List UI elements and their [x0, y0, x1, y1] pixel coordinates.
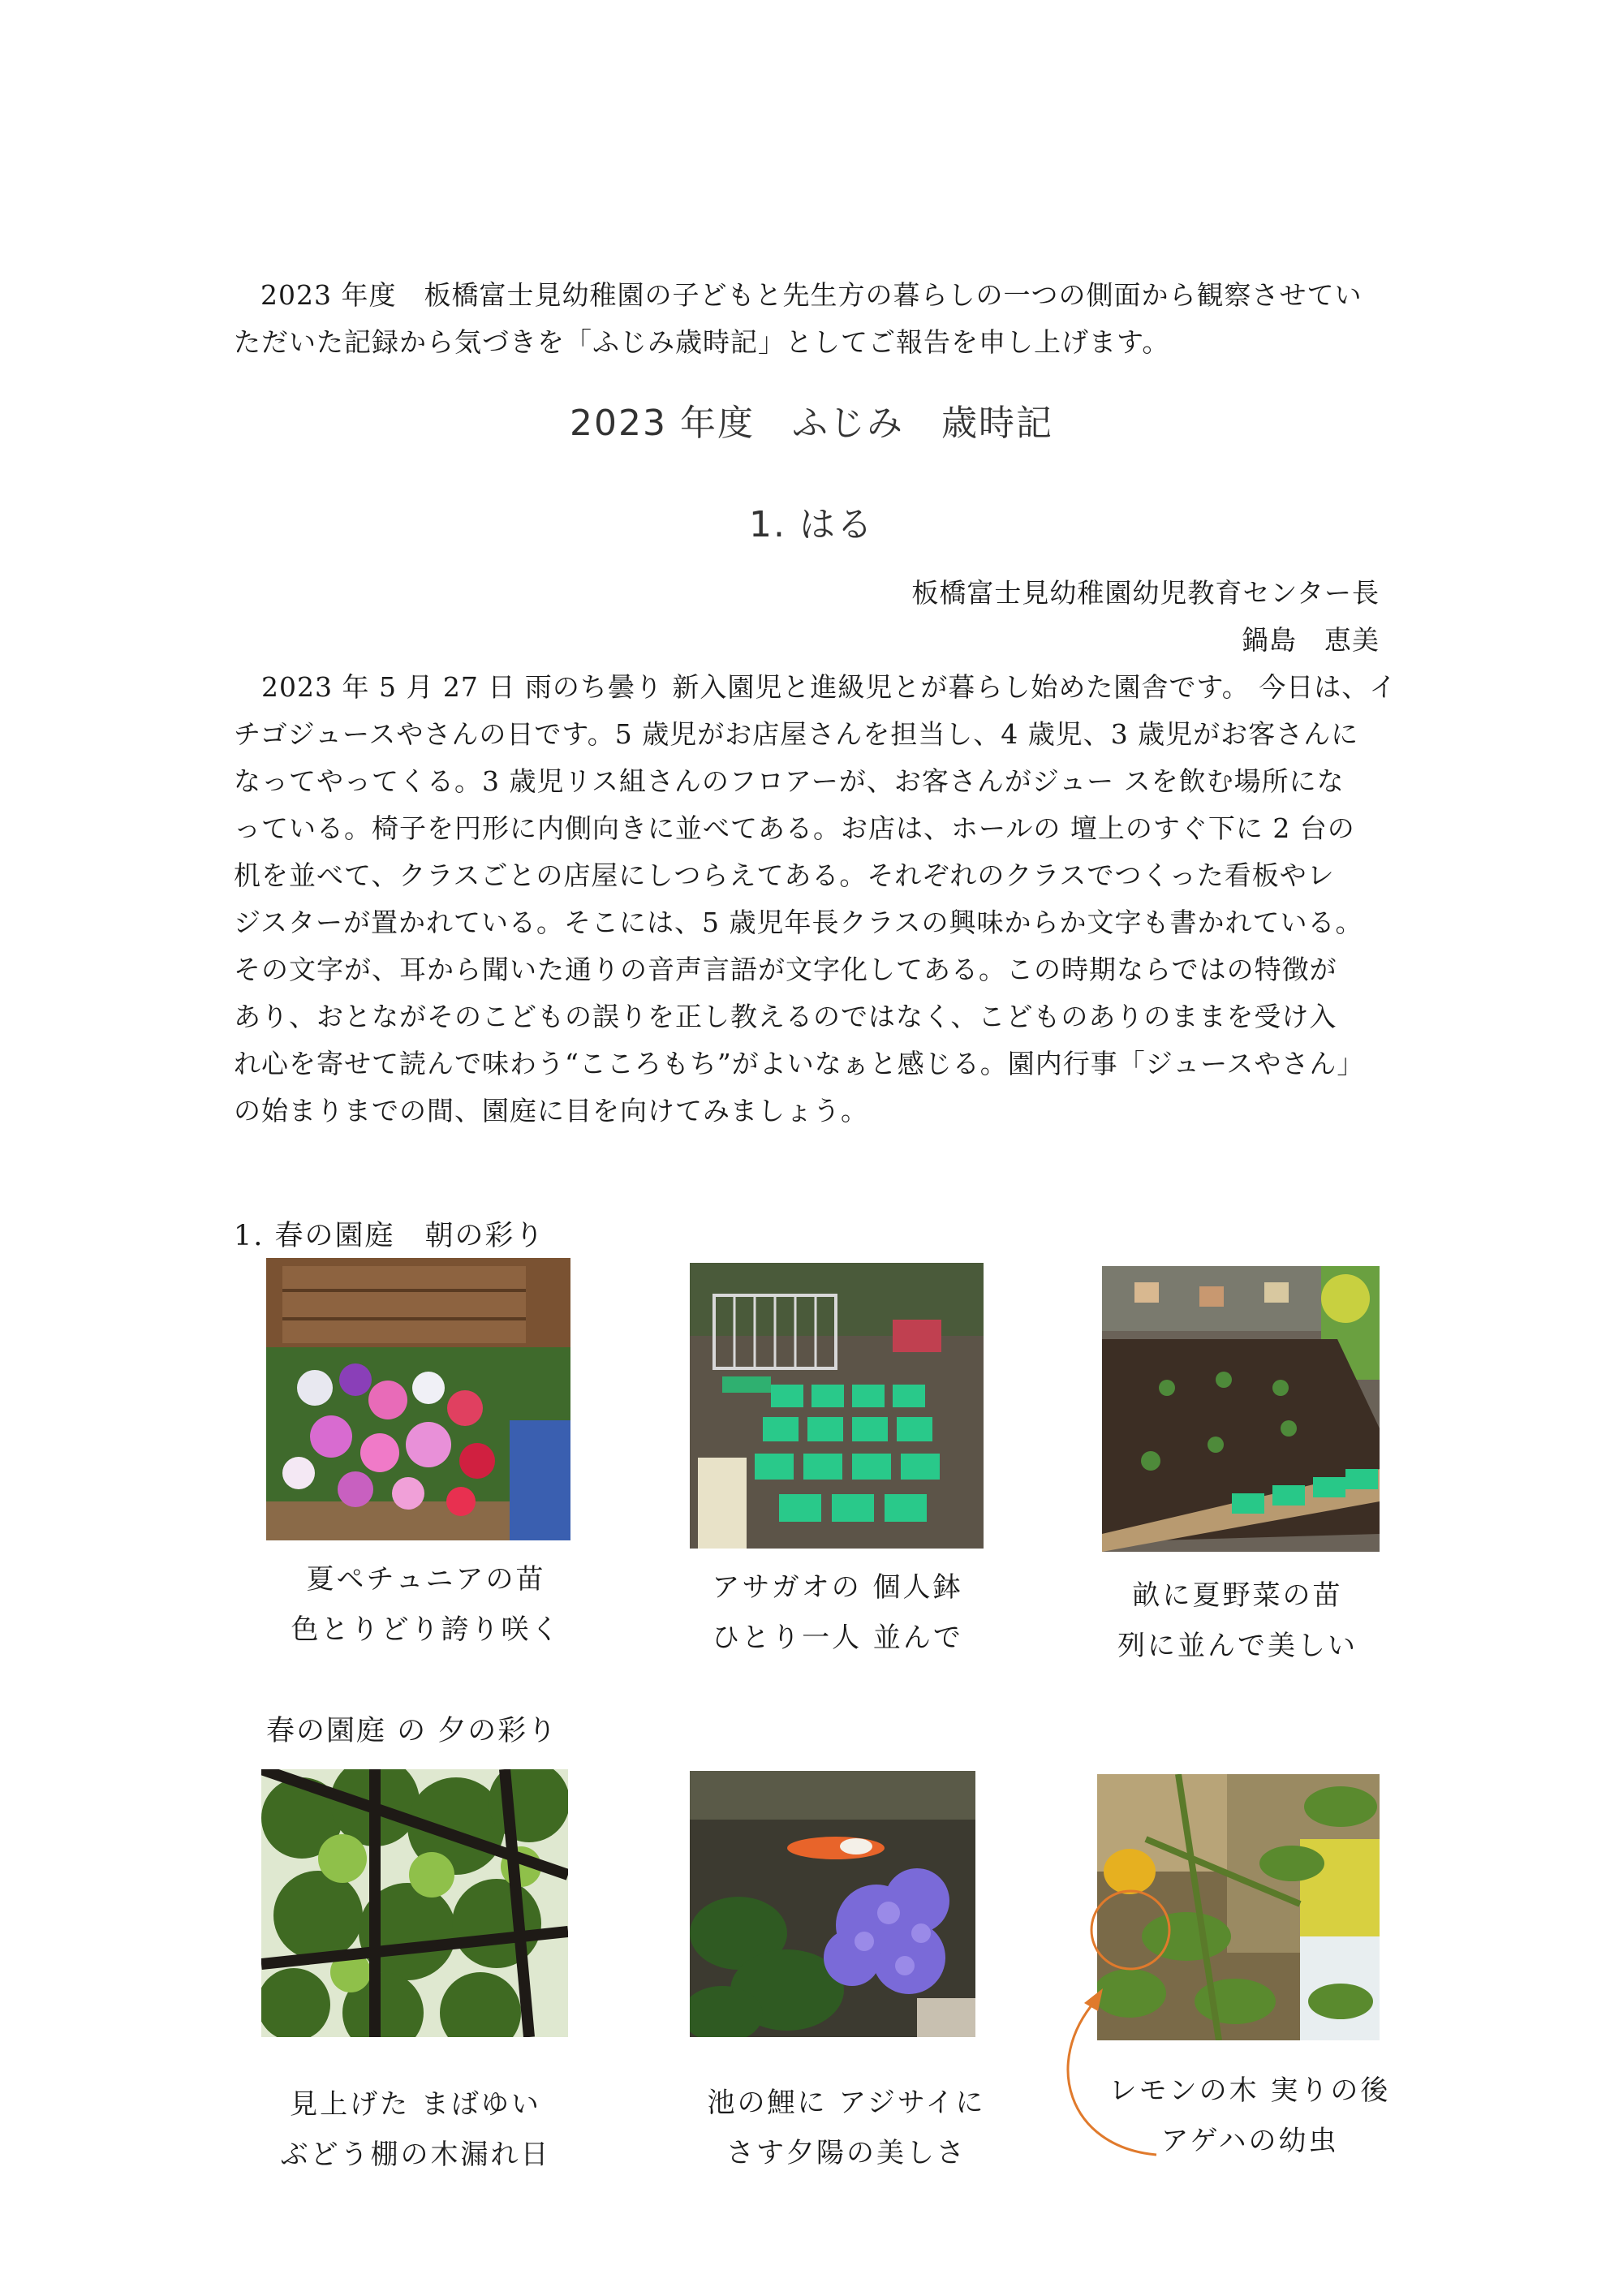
author-affiliation: 板橋富士見幼稚園幼児教育センター長 [911, 577, 1380, 609]
author-name: 鍋島 恵美 [1242, 624, 1380, 656]
morning-glory-caption: アサガオの 個人鉢 ひとり一人 並んで [712, 1571, 963, 1654]
grape-trellis-caption: 見上げた まばゆい ぶどう棚の木漏れ日 [280, 2088, 551, 2171]
body-line: 2023 年 5 月 27 日 雨のち曇り 新入園児と進級児とが暮らし始めた園舎です。 今日は、イ [234, 671, 1397, 703]
koi-hydrangea-caption: 池の鯉に アジサイに さす夕陽の美しさ [707, 2087, 986, 2169]
body-line: ジスターが置かれている。そこには、5 歳児年長クラスの興味からか文字も書かれている。 [234, 907, 1363, 938]
body-line: チゴジュースやさんの日です。5 歳児がお店屋さんを担当し、4 歳児、3 歳児がお客さんに [234, 718, 1359, 750]
petunia-caption: 夏ペチュニアの苗 色とりどり誇り咲く [291, 1563, 562, 1646]
evening-heading: 春の園庭 の 夕の彩り [266, 1715, 558, 1747]
lemon-tree-caption: レモンの木 実りの後 アゲハの幼虫 [1109, 2074, 1391, 2157]
body-paragraph [234, 664, 1402, 1135]
koi-hydrangea-photo [690, 1771, 975, 2037]
body-line: っている。椅子を円形に内側向きに並べてある。お店は、ホールの 壇上のすぐ下に 2 台の [234, 812, 1355, 844]
highlight-circle [1091, 1891, 1169, 1969]
section-title: 1. はる [749, 504, 874, 545]
main-title: 2023 年度 ふじみ 歳時記 [570, 403, 1053, 444]
vegetable-caption: 畝に夏野菜の苗 列に並んで美しい [1117, 1579, 1358, 1662]
vegetable-field-photo [1102, 1266, 1380, 1552]
body-line: なってやってくる。3 歳児リス組さんのフロアーが、お客さんがジュー スを飲む場所にな [234, 765, 1345, 797]
intro-line: ただいた記録から気づきを「ふじみ歳時記」としてご報告を申し上げます。 [234, 326, 1170, 358]
intro-line: 2023 年度 板橋富士見幼稚園の子どもと先生方の暮らしの一つの側面から観察させてい [260, 279, 1363, 311]
body-line: 机を並べて、クラスごとの店屋にしつらえてある。それぞれのクラスでつくった看板やレ [234, 859, 1335, 891]
body-line: の始まりまでの間、園庭に目を向けてみましょう。 [234, 1095, 868, 1126]
morning-heading: 1. 春の園庭 朝の彩り [234, 1220, 545, 1252]
morning-glory-pots-photo [690, 1263, 984, 1549]
body-line: あり、おとながそのこどもの誤りを正し教えるのではなく、こどものありのままを受け入 [234, 1001, 1337, 1032]
grape-trellis-photo [261, 1769, 568, 2037]
body-line: その文字が、耳から聞いた通りの音声言語が文字化してある。この時期ならではの特徴が [234, 954, 1337, 985]
intro-text [234, 272, 1402, 366]
body-line: れ心を寄せて読んで味わう“こころもち”がよいなぁと感じる。園内行事「ジュースやさん」 [234, 1048, 1365, 1079]
arrowhead [1084, 1988, 1103, 2011]
petunia-photo [266, 1258, 570, 1540]
